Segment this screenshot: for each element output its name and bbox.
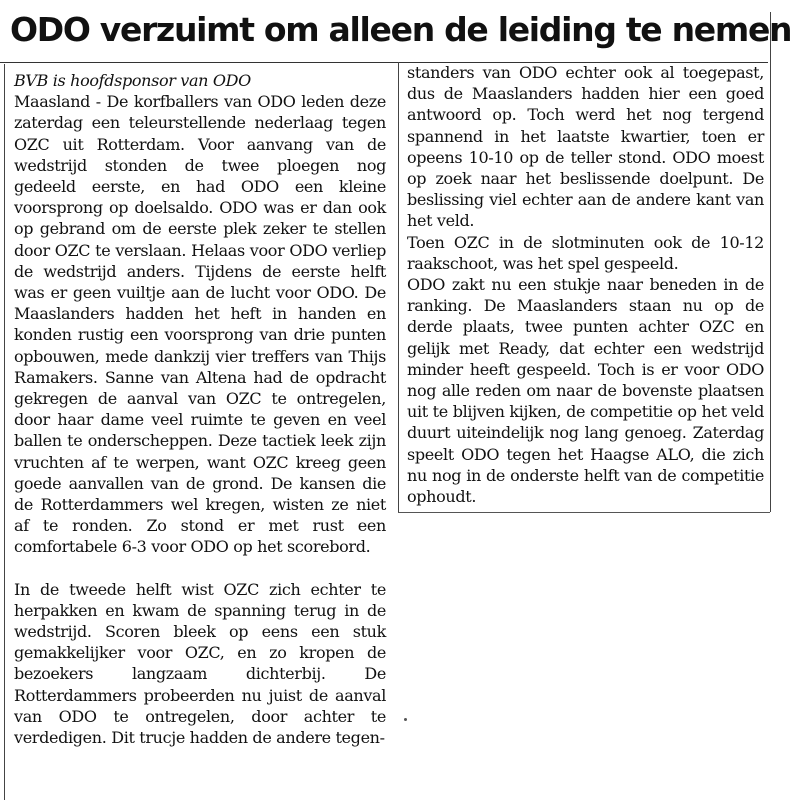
left-column: [14, 70, 386, 748]
print-speck: [404, 718, 407, 721]
left-border-line: [4, 64, 5, 800]
right-border-line: [770, 12, 771, 512]
column-divider: [398, 62, 399, 512]
paragraph-intro: Maasland - De korfballers van ODO leden deze zaterdag een teleurstellende nederlaag tegen OZC uit Rotterdam. Voor aanvang van de wedstrijd stonden de twee ploegen nog gedeeld eerste, en had ODO een kleine voorsprong op doelsaldo. ODO was er dan ook op gebrand om de eerste plek zeker te stellen door OZC te verslaan. Helaas voor ODO verliep de wedstrijd anders. Tijdens de eerste helft was er geen vuiltje aan de lucht voor ODO. De Maaslanders hadden het heft in handen en konden rustig een voorsprong van drie punten opbouwen, mede dankzij vier treffers van Thijs Ramakers. Sanne van Altena had de opdracht gekregen de aanval van OZC te ontregelen, door haar dame veel ruimte te geven en veel ballen te onderscheppen. Deze tactiek leek zijn vruchten af te werpen, want OZC kreeg geen goede aanvallen van de grond. De kansen die de Rotterdammers wel kregen, wisten ze niet af te ronden. Zo stond er met rust een comfortabele 6-3 voor ODO op het scorebord.: [14, 92, 386, 557]
right-column-bottom-line: [398, 512, 770, 513]
paragraph-ranking: ODO zakt nu een stukje naar beneden in de ranking. De Maaslanders staan nu op de derde plaats, twee punten achter OZC en gelijk met Ready, dat echter een wedstrijd minder heeft gespeeld. Toch is er voor ODO nog alle reden om naar de bovenste plaatsen uit te blijven kijken, de competitie op het veld duurt uiteindelijk nog lang genoeg. Zaterdag speelt ODO tegen het Haagse ALO, die zich nu nog in de onderste helft van de competitie ophoudt.: [407, 275, 764, 507]
article-headline: ODO verzuimt om alleen de leiding te nemen: [10, 10, 792, 49]
right-column: [407, 62, 764, 507]
paragraph-spacer: [14, 558, 386, 579]
article-byline: BVB is hoofdsponsor van ODO: [14, 71, 251, 90]
paragraph-final-score: Toen OZC in de slotminuten ook de 10-12 raakschoot, was het spel gespeeld.: [407, 232, 764, 273]
paragraph-continuation: standers van ODO echter ook al toegepast, dus de Maaslanders hadden hier een goed antwoord op. Toch werd het nog tergend spannend in het laatste kwartier, toen er opeens 10-10 op de teller stond. ODO moest op zoek naar het beslissende doelpunt. De beslissing viel echter aan de andere kant van het veld.: [407, 63, 764, 231]
paragraph-second-half: In de tweede helft wist OZC zich echter te herpakken en kwam de spanning terug in de wedstrijd. Scoren bleek op eens een stuk gemakkelijker voor OZC, en zo kropen de bezoekers langzaam dichterbij. De Rotterdammers probeerden nu juist de aanval van ODO te ontregelen, door achter te verdedigen. Dit trucje hadden de andere tegen-: [14, 579, 386, 748]
